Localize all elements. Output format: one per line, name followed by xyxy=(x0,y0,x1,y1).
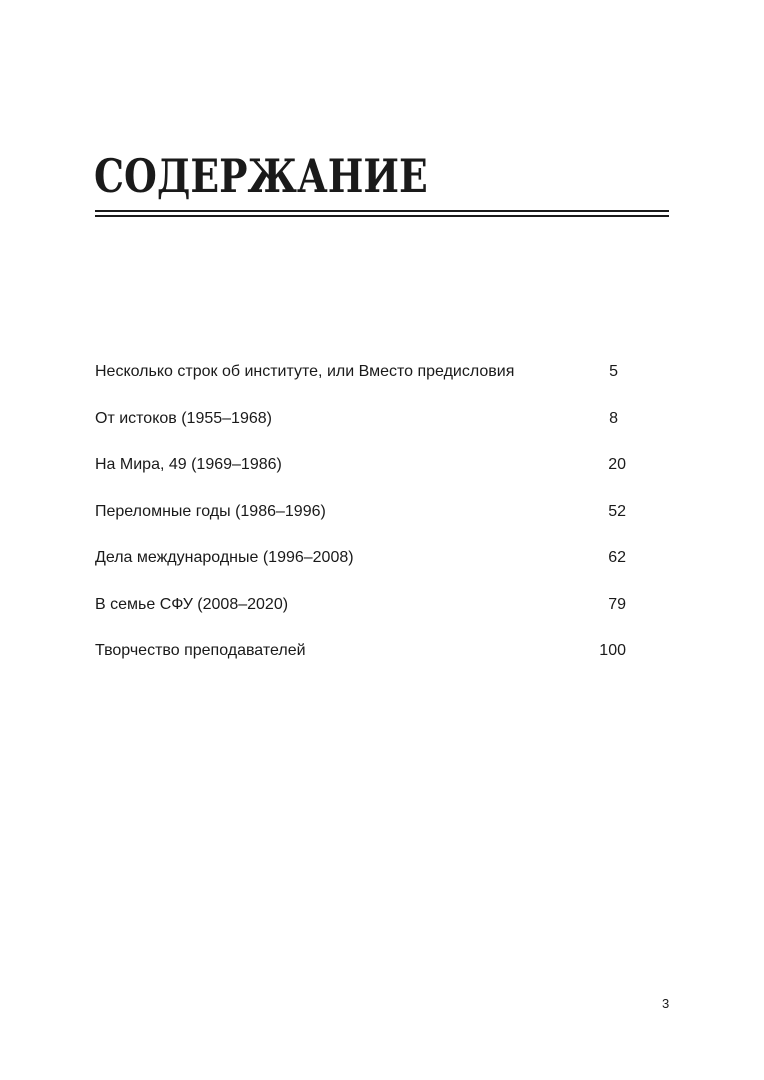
toc-entry-title: От истоков (1955–1968) xyxy=(95,409,272,427)
toc-entry-title: В семье СФУ (2008–2020) xyxy=(95,595,289,613)
toc-entry[interactable] xyxy=(95,639,626,686)
toc-entry[interactable] xyxy=(95,593,626,640)
table-of-contents xyxy=(95,360,626,686)
toc-entry[interactable] xyxy=(95,407,626,454)
toc-entry-title: Дела международные (1996–2008) xyxy=(95,549,354,566)
toc-entry[interactable] xyxy=(95,360,626,407)
toc-entry[interactable] xyxy=(95,453,626,500)
toc-entry-page: 62 xyxy=(608,549,626,566)
toc-entry-title: Переломные годы (1986–1996) xyxy=(95,502,326,520)
page-number: 3 xyxy=(662,996,670,1011)
toc-entry-page: 52 xyxy=(608,502,626,520)
toc-entry-title: Несколько строк об институте, или Вместо предисловия xyxy=(95,363,515,380)
toc-entry-page: 5 xyxy=(609,363,618,380)
toc-entry-title: Творчество преподавателей xyxy=(95,642,306,659)
page-title: СОДЕРЖАНИЕ xyxy=(94,149,428,203)
toc-entry-page: 100 xyxy=(599,642,626,659)
toc-entry-page: 20 xyxy=(608,456,626,473)
toc-entry[interactable] xyxy=(95,546,626,593)
toc-entry-page: 8 xyxy=(609,409,618,427)
toc-entry[interactable] xyxy=(95,500,626,547)
toc-entry-title: На Мира, 49 (1969–1986) xyxy=(95,456,282,473)
toc-entry-page: 79 xyxy=(608,595,626,613)
title-double-rule xyxy=(95,210,669,217)
